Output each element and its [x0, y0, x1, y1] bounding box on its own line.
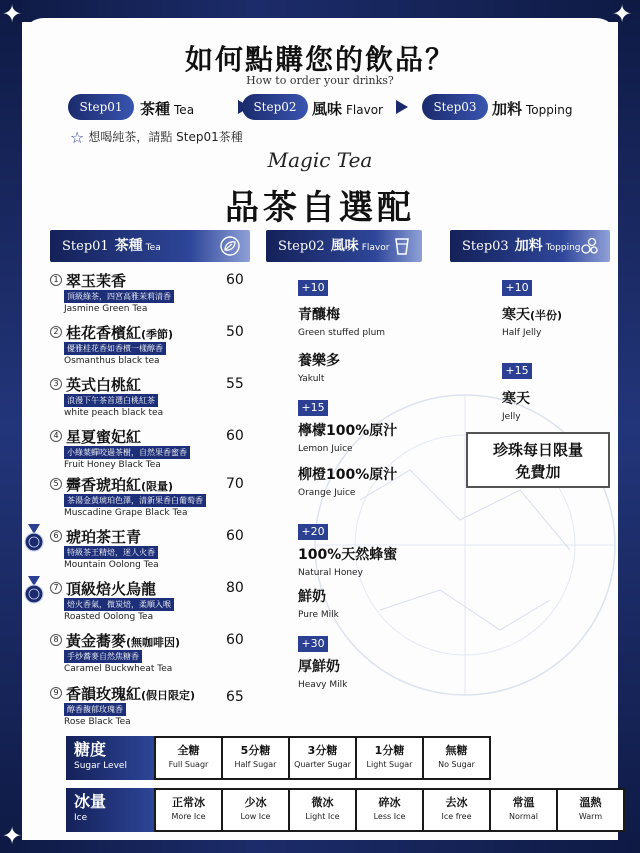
- tea-name-en: white peach black tea: [64, 408, 164, 418]
- section-en: Flavor: [361, 243, 390, 253]
- section-cn: 風味: [330, 238, 359, 254]
- star-outline-icon: ☆: [70, 128, 85, 147]
- tea-tag: 醇香馥郁玫瑰香: [64, 703, 126, 716]
- option-cn: 去冰: [445, 796, 468, 809]
- arrow-right-icon: [396, 100, 408, 114]
- tea-name-text: 霽香琥珀紅: [66, 476, 142, 494]
- ice-header-en: Ice: [74, 813, 88, 823]
- tea-note: (假日限定): [141, 689, 196, 702]
- price-badge: +10: [502, 280, 532, 296]
- option-en: More Ice: [171, 812, 206, 821]
- section-cn: 茶種: [114, 238, 143, 254]
- item-number: 7: [50, 582, 62, 594]
- step02-label-cn: 風味: [312, 100, 343, 118]
- cup-icon: [392, 236, 412, 256]
- ice-option: [221, 788, 290, 832]
- price-badge: +30: [298, 636, 328, 652]
- price-badge: +15: [298, 400, 328, 416]
- tea-note: (限量): [141, 480, 174, 493]
- price-badge: +15: [502, 363, 532, 379]
- option-en: Half Sugar: [234, 760, 277, 769]
- ice-option: [489, 788, 558, 832]
- page-title: 如何點購您的飲品？: [184, 43, 455, 76]
- tea-name-en: Mountain Oolong Tea: [64, 560, 159, 570]
- flavor-item: [298, 656, 347, 690]
- topping-note: (半份): [530, 309, 563, 322]
- flavor-name: 養樂多: [298, 353, 340, 369]
- ice-option: [355, 788, 424, 832]
- flavor-name: 柳橙100%原汁: [298, 467, 398, 483]
- section-cn: 加料: [514, 238, 543, 254]
- topping-item: [502, 388, 530, 422]
- item-number: 9: [50, 687, 62, 699]
- tea-name-text: 黃金蕎麥: [66, 632, 127, 650]
- option-en: Light Ice: [305, 812, 340, 821]
- sugar-header-en: Sugar Level: [74, 761, 127, 771]
- option-en: Low Ice: [240, 812, 271, 821]
- brand-name: Magic Tea: [267, 148, 373, 172]
- sparkle-icon: ✦: [612, 0, 633, 28]
- sparkle-icon: ✦: [2, 822, 23, 850]
- flavor-name: 厚鮮奶: [298, 659, 340, 675]
- topping-name-en: Jelly: [502, 412, 521, 422]
- tea-name: [66, 270, 126, 291]
- flavor-item: [298, 586, 339, 620]
- frame-bottom: [0, 839, 640, 853]
- tea-name: [66, 374, 141, 395]
- option-en: Light Sugar: [366, 760, 413, 769]
- option-cn: 1分糖: [374, 744, 405, 757]
- tea-name: [66, 322, 173, 343]
- tea-price: 65: [226, 689, 244, 705]
- tea-price: 60: [226, 632, 244, 648]
- step03-label: [492, 98, 572, 119]
- tea-tag: 手炒蕎麥自然焦糖香: [64, 650, 142, 663]
- award-medal-icon: [24, 576, 44, 606]
- item-number: 4: [50, 430, 62, 442]
- step01-label: [140, 98, 194, 119]
- sugar-option: [221, 736, 290, 780]
- tea-name: [66, 630, 180, 651]
- tea-name-en: Roasted Oolong Tea: [64, 612, 154, 622]
- option-cn: 全糖: [177, 744, 200, 757]
- tea-note: (無咖啡因): [126, 636, 181, 649]
- tea-name-en: Osmanthus black tea: [64, 356, 160, 366]
- sugar-option: [355, 736, 424, 780]
- flavor-name-en: Yakult: [298, 374, 325, 384]
- tea-name: [66, 426, 141, 447]
- topping-name-text: 寒天: [502, 307, 530, 323]
- tea-price: 60: [226, 428, 244, 444]
- step03-label-en: Topping: [526, 103, 573, 117]
- ice-option: [422, 788, 491, 832]
- option-cn: 溫熱: [579, 796, 602, 809]
- tea-name: [66, 683, 195, 704]
- section-header-topping: [450, 230, 610, 262]
- frame-left: [0, 0, 22, 853]
- sugar-level-row: [66, 736, 491, 780]
- flavor-name: 100%天然蜂蜜: [298, 547, 398, 563]
- step03-pill: Step03: [422, 94, 488, 120]
- flavor-name-en: Orange Juice: [298, 488, 356, 498]
- tea-tag: 小綠葉蟬咬過茶樹，自然果香蜜香: [64, 446, 190, 459]
- tea-tag: 浪漫下午茶首選白桃紅茶: [64, 394, 158, 407]
- tea-name-en: Fruit Honey Black Tea: [64, 460, 161, 470]
- step01-pill: Step01: [68, 94, 134, 120]
- tea-name-text: 香韻玫瑰紅: [66, 685, 142, 703]
- sugar-option: [288, 736, 357, 780]
- tea-price: 50: [226, 324, 244, 340]
- section-step: Step01: [62, 239, 109, 254]
- step03-label-cn: 加料: [492, 100, 523, 118]
- tea-tag: 特級茶王精焙，迷人火香: [64, 546, 158, 559]
- tea-tag: 焙火香氣，微炭焙，柔順入喉: [64, 598, 174, 611]
- ice-level-row: [66, 788, 625, 832]
- option-en: Ice free: [441, 812, 472, 821]
- item-number: 3: [50, 378, 62, 390]
- tea-name-text: 桂花香檳紅: [66, 324, 142, 342]
- topping-name-text: 寒天: [502, 391, 530, 407]
- sparkle-icon: ✦: [2, 0, 23, 28]
- item-number: 6: [50, 530, 62, 542]
- tea-name-text: 頂級焙火烏龍: [66, 580, 157, 598]
- flavor-item: [298, 350, 340, 384]
- pure-tea-tip: [70, 128, 243, 147]
- item-number: 5: [50, 478, 62, 490]
- item-number: 2: [50, 326, 62, 338]
- option-en: Less Ice: [373, 812, 406, 821]
- option-en: Warm: [578, 812, 603, 821]
- topping-item: [502, 304, 562, 338]
- price-badge: +10: [298, 280, 328, 296]
- ice-header-cn: 冰量: [74, 792, 107, 811]
- flavor-name: 鮮奶: [298, 589, 326, 605]
- tea-name-text: 英式白桃紅: [66, 376, 142, 394]
- ice-option: [288, 788, 357, 832]
- ice-option: [154, 788, 223, 832]
- free-notice-line2: 免費加: [515, 463, 561, 481]
- tea-name: [66, 578, 156, 599]
- flavor-item: [298, 464, 397, 498]
- flavor-item: [298, 544, 397, 578]
- step02-pill: Step02: [242, 94, 308, 120]
- tea-name-text: 星夏蜜妃紅: [66, 428, 142, 446]
- step01-label-en: Tea: [174, 103, 195, 117]
- tea-name: [66, 526, 141, 547]
- tea-name-text: 翠玉茉香: [66, 272, 127, 290]
- menu-title: 品茶自選配: [225, 188, 415, 228]
- tea-name-en: Jasmine Green Tea: [64, 304, 148, 314]
- flavor-name: 檸檬100%原汁: [298, 423, 398, 439]
- option-cn: 無糖: [445, 744, 468, 757]
- award-medal-icon: [24, 524, 44, 554]
- option-cn: 碎冰: [378, 796, 401, 809]
- flavor-item: [298, 304, 385, 338]
- tea-price: 55: [226, 376, 244, 392]
- option-cn: 5分糖: [240, 744, 271, 757]
- tea-tag: 茶湯金黃琥珀色澤，清新果香白葡萄香: [64, 494, 206, 507]
- option-cn: 3分糖: [307, 744, 338, 757]
- sugar-header-cn: 糖度: [74, 740, 107, 759]
- section-header-flavor: [266, 230, 422, 262]
- option-en: Full Suagr: [168, 760, 209, 769]
- section-en: Topping: [545, 243, 581, 253]
- flavor-name-en: Heavy Milk: [298, 680, 348, 690]
- bubbles-icon: [580, 236, 600, 256]
- item-number: 1: [50, 274, 62, 286]
- ice-option: [556, 788, 625, 832]
- tea-price: 80: [226, 580, 244, 596]
- section-en: Tea: [145, 243, 161, 253]
- item-number: 8: [50, 634, 62, 646]
- step01-label-cn: 茶種: [140, 100, 171, 118]
- topping-name-en: Half Jelly: [502, 328, 542, 338]
- option-cn: 少冰: [244, 796, 267, 809]
- flavor-name-en: Lemon Juice: [298, 444, 353, 454]
- section-step: Step03: [462, 239, 509, 254]
- sugar-level-header: [66, 736, 156, 780]
- flavor-name-en: Pure Milk: [298, 610, 339, 620]
- tea-name-text: 琥珀茶王青: [66, 528, 142, 546]
- option-cn: 常溫: [512, 796, 535, 809]
- sugar-option: [154, 736, 223, 780]
- tea-leaf-icon: [220, 236, 240, 256]
- flavor-name: 青釀梅: [298, 307, 340, 323]
- tea-name-en: Muscadine Grape Black Tea: [64, 508, 188, 518]
- topping-name: [502, 388, 530, 408]
- option-en: Normal: [509, 812, 538, 821]
- option-cn: 正常冰: [172, 796, 205, 809]
- sugar-option: [422, 736, 491, 780]
- free-pearl-notice: [466, 432, 610, 488]
- tea-tag: 頂級綠茶，四宮高雅茉莉清香: [64, 290, 174, 303]
- step02-label: [312, 98, 383, 119]
- tea-price: 60: [226, 272, 244, 288]
- option-cn: 微冰: [311, 796, 334, 809]
- tea-tag: 優雅桂花香如香檳一樣醇香: [64, 342, 166, 355]
- option-en: Quarter Sugar: [294, 760, 351, 769]
- tea-note: (季節): [141, 328, 174, 341]
- section-step: Step02: [278, 239, 325, 254]
- price-badge: +20: [298, 524, 328, 540]
- step02-label-en: Flavor: [346, 103, 383, 117]
- ice-level-header: [66, 788, 156, 832]
- flavor-item: [298, 420, 397, 454]
- page-subtitle-en: How to order your drinks?: [246, 74, 394, 87]
- tea-name: [66, 474, 173, 495]
- flavor-name-en: Natural Honey: [298, 568, 363, 578]
- tea-name-en: Rose Black Tea: [64, 717, 131, 727]
- tip-text: 想喝純茶，請點 Step01茶種: [88, 130, 243, 144]
- section-header-tea: [50, 230, 250, 262]
- tea-price: 70: [226, 476, 244, 492]
- tea-price: 60: [226, 528, 244, 544]
- flavor-name-en: Green stuffed plum: [298, 328, 386, 338]
- topping-name: [502, 304, 562, 324]
- tea-name-en: Caramel Buckwheat Tea: [64, 664, 173, 674]
- free-notice-line1: 珍珠每日限量: [492, 441, 583, 459]
- option-en: No Sugar: [438, 760, 475, 769]
